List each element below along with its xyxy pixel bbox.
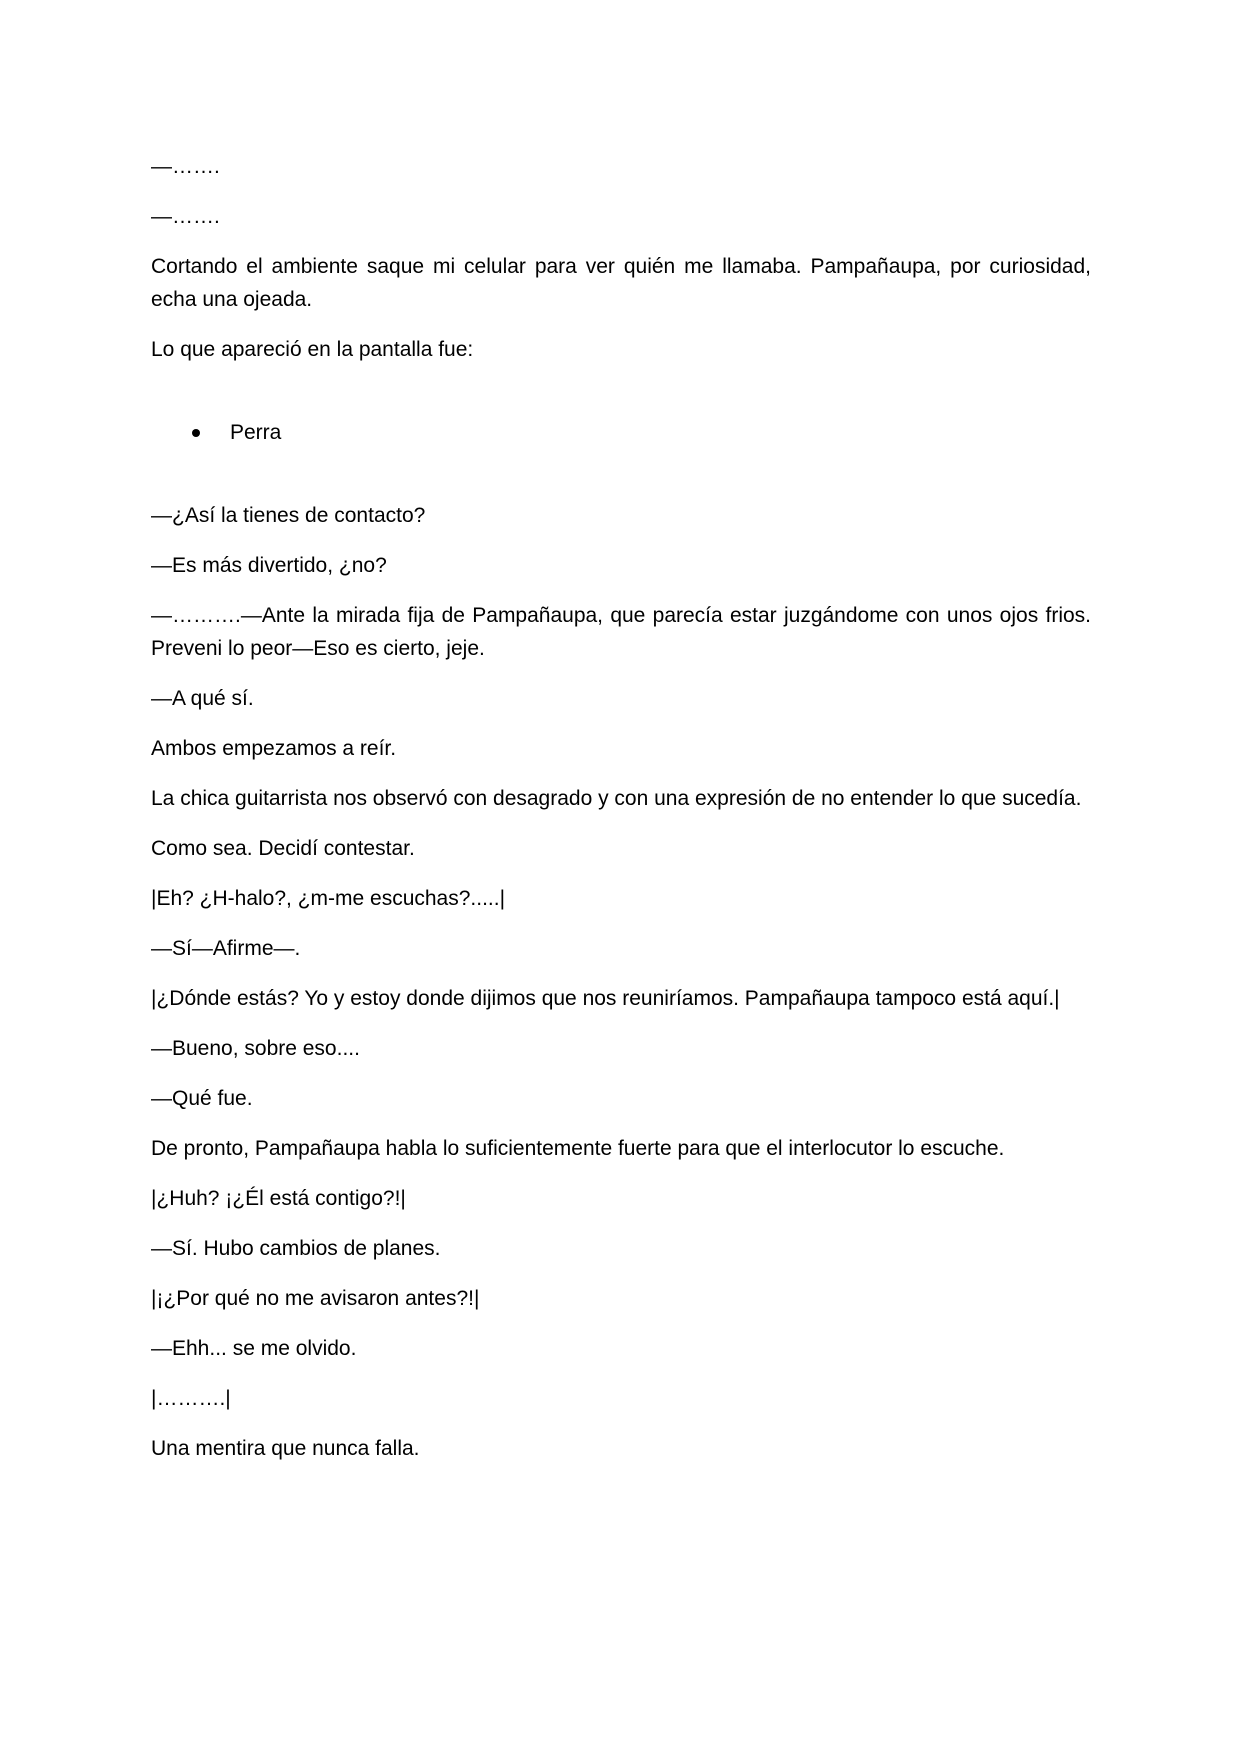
paragraph: Lo que apareció en la pantalla fue: <box>151 338 474 361</box>
paragraph: Ambos empezamos a reír. <box>151 737 397 760</box>
paragraph: Como sea. Decidí contestar. <box>151 837 415 860</box>
paragraph: De pronto, Pampañaupa habla lo suficientemente fuerte para que el interlocutor lo escuche. <box>151 1137 1005 1160</box>
paragraph: Cortando el ambiente saque mi celular para ver quién me llamaba. Pampañaupa, por curiosidad, echa una ojeada. <box>151 255 1097 311</box>
paragraph: —A qué sí. <box>151 687 254 710</box>
paragraph: |¿Dónde estás? Yo y estoy donde dijimos que nos reuniríamos. Pampañaupa tampoco está aquí.| <box>151 987 1060 1010</box>
text-block-bottom <box>151 499 1103 1465</box>
paragraph: |……….| <box>151 1387 231 1410</box>
paragraph: —Ehh... se me olvido. <box>151 1337 357 1360</box>
blank-line <box>151 466 1091 499</box>
list-item <box>187 416 1091 449</box>
contact-bullet-list <box>151 416 1091 449</box>
paragraph: |¿Huh? ¡¿Él está contigo?!| <box>151 1187 406 1210</box>
blank-line <box>151 383 1091 416</box>
list-item-label: Perra <box>230 421 282 444</box>
paragraph: —……….—Ante la mirada fija de Pampañaupa, que parecía estar juzgándome con unos ojos frios. Preveni lo peor—Eso es cierto, jeje. <box>151 604 1103 660</box>
paragraph: Una mentira que nunca falla. <box>151 1437 420 1460</box>
bullet-icon <box>192 429 200 437</box>
paragraph: —Sí. Hubo cambios de planes. <box>151 1237 441 1260</box>
paragraph: —……. <box>151 155 220 178</box>
paragraph: —Bueno, sobre eso.... <box>151 1037 360 1060</box>
text-block-top <box>151 150 1097 366</box>
paragraph: —Qué fue. <box>151 1087 253 1110</box>
paragraph: —Sí—Afirme—. <box>151 937 301 960</box>
paragraph: |Eh? ¿H-halo?, ¿m-me escuchas?.....| <box>151 887 506 910</box>
paragraph: La chica guitarrista nos observó con desagrado y con una expresión de no entender lo que sucedía. <box>151 787 1082 810</box>
paragraph: —¿Así la tienes de contacto? <box>151 504 426 527</box>
paragraph: —Es más divertido, ¿no? <box>151 554 387 577</box>
paragraph: |¡¿Por qué no me avisaron antes?!| <box>151 1287 480 1310</box>
paragraph: —……. <box>151 205 220 228</box>
